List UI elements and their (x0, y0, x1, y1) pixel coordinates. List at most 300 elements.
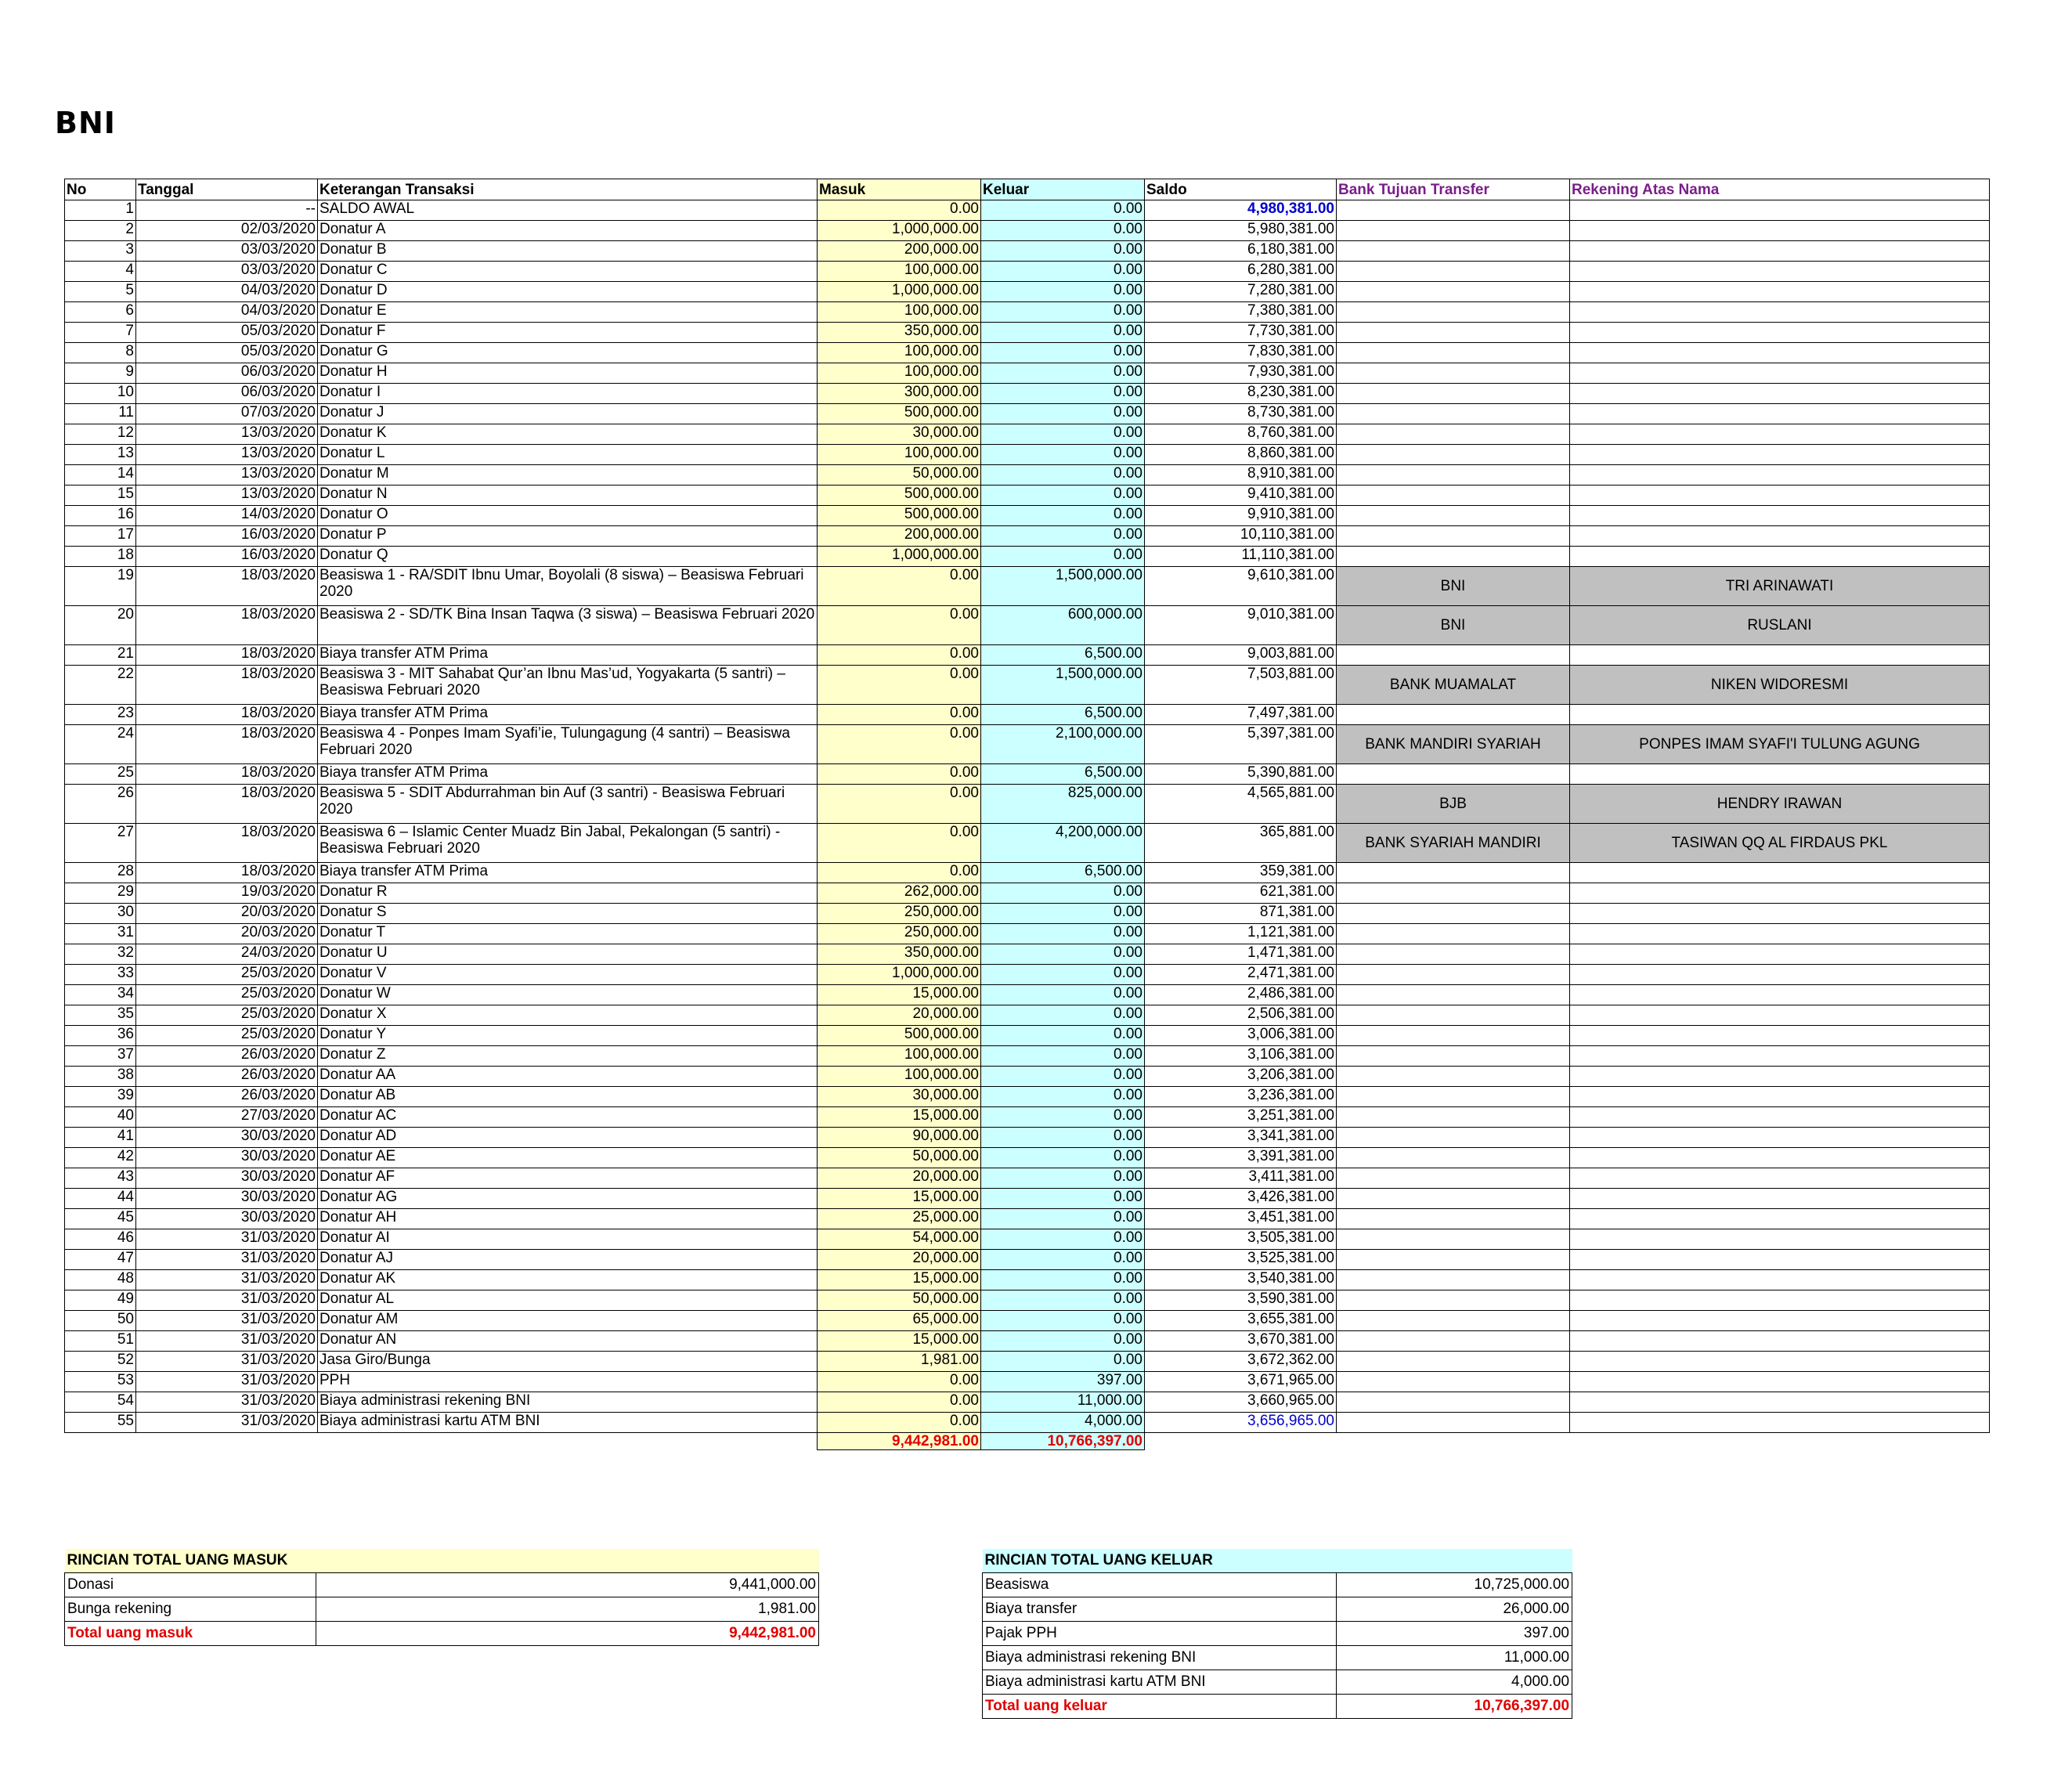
cell-keterangan: Donatur O (318, 506, 818, 526)
cell-masuk: 30,000.00 (818, 424, 981, 445)
cell-no: 33 (65, 965, 136, 985)
cell-masuk: 90,000.00 (818, 1128, 981, 1148)
table-row (65, 1331, 1990, 1352)
ledger-body (65, 200, 1990, 1433)
summary-value: 4,000.00 (1337, 1670, 1572, 1695)
cell-tanggal: 05/03/2020 (136, 323, 318, 343)
cell-no: 26 (65, 785, 136, 824)
summary-label: Pajak PPH (983, 1622, 1337, 1646)
table-row (65, 262, 1990, 282)
cell-masuk: 100,000.00 (818, 262, 981, 282)
cell-masuk: 20,000.00 (818, 1005, 981, 1026)
table-row (65, 302, 1990, 323)
cell-bank-tujuan (1337, 241, 1570, 262)
cell-tanggal: 31/03/2020 (136, 1250, 318, 1270)
cell-keluar: 0.00 (981, 262, 1145, 282)
cell-saldo: 359,381.00 (1145, 863, 1337, 883)
cell-keluar: 0.00 (981, 486, 1145, 506)
cell-saldo: 11,110,381.00 (1145, 547, 1337, 567)
cell-bank-tujuan (1337, 262, 1570, 282)
cell-tanggal: 13/03/2020 (136, 465, 318, 486)
cell-saldo: 3,670,381.00 (1145, 1331, 1337, 1352)
cell-saldo: 3,236,381.00 (1145, 1087, 1337, 1107)
cell-tanggal: 25/03/2020 (136, 1026, 318, 1046)
cell-keterangan: Donatur AL (318, 1290, 818, 1311)
table-row (65, 1128, 1990, 1148)
cell-bank-tujuan (1337, 1229, 1570, 1250)
cell-rekening-atas-nama: HENDRY IRAWAN (1570, 785, 1990, 824)
header-rekening-atas-nama: Rekening Atas Nama (1570, 179, 1990, 200)
cell-no: 3 (65, 241, 136, 262)
table-row (65, 1067, 1990, 1087)
cell-keluar: 0.00 (981, 241, 1145, 262)
cell-tanggal: -- (136, 200, 318, 221)
cell-keluar: 6,500.00 (981, 705, 1145, 725)
cell-rekening-atas-nama (1570, 1372, 1990, 1392)
cell-bank-tujuan (1337, 764, 1570, 785)
cell-no: 48 (65, 1270, 136, 1290)
header-no: No (65, 179, 136, 200)
cell-no: 51 (65, 1331, 136, 1352)
header-keluar: Keluar (981, 179, 1145, 200)
cell-bank-tujuan: BANK MANDIRI SYARIAH (1337, 725, 1570, 764)
cell-tanggal: 26/03/2020 (136, 1046, 318, 1067)
table-row (65, 883, 1990, 904)
cell-keterangan: Jasa Giro/Bunga (318, 1352, 818, 1372)
cell-bank-tujuan (1337, 465, 1570, 486)
cell-rekening-atas-nama (1570, 944, 1990, 965)
cell-tanggal: 31/03/2020 (136, 1270, 318, 1290)
cell-rekening-atas-nama (1570, 1352, 1990, 1372)
cell-tanggal: 18/03/2020 (136, 645, 318, 666)
table-row (65, 904, 1990, 924)
summary-value: 11,000.00 (1337, 1646, 1572, 1670)
cell-keluar: 0.00 (981, 363, 1145, 384)
cell-no: 45 (65, 1209, 136, 1229)
cell-keluar: 0.00 (981, 465, 1145, 486)
table-row (65, 1005, 1990, 1026)
header-keterangan: Keterangan Transaksi (318, 179, 818, 200)
table-row (65, 1168, 1990, 1189)
cell-keterangan: Donatur A (318, 221, 818, 241)
cell-masuk: 300,000.00 (818, 384, 981, 404)
summary-row (983, 1597, 1572, 1622)
cell-keterangan: Donatur Y (318, 1026, 818, 1046)
cell-rekening-atas-nama (1570, 1067, 1990, 1087)
cell-tanggal: 31/03/2020 (136, 1413, 318, 1433)
cell-no: 39 (65, 1087, 136, 1107)
cell-keterangan: Donatur J (318, 404, 818, 424)
cell-keluar: 0.00 (981, 883, 1145, 904)
cell-masuk: 54,000.00 (818, 1229, 981, 1250)
cell-keluar: 825,000.00 (981, 785, 1145, 824)
cell-saldo: 9,010,381.00 (1145, 606, 1337, 645)
cell-saldo: 3,006,381.00 (1145, 1026, 1337, 1046)
cell-bank-tujuan (1337, 705, 1570, 725)
cell-bank-tujuan (1337, 1392, 1570, 1413)
table-row (65, 1372, 1990, 1392)
cell-no: 9 (65, 363, 136, 384)
cell-no: 54 (65, 1392, 136, 1413)
summary-total-label: Total uang keluar (983, 1695, 1337, 1719)
cell-rekening-atas-nama (1570, 445, 1990, 465)
cell-masuk: 0.00 (818, 1392, 981, 1413)
cell-tanggal: 16/03/2020 (136, 526, 318, 547)
table-row (65, 705, 1990, 725)
summary-label: Bunga rekening (65, 1597, 316, 1622)
cell-no: 50 (65, 1311, 136, 1331)
cell-tanggal: 18/03/2020 (136, 705, 318, 725)
cell-masuk: 50,000.00 (818, 1290, 981, 1311)
cell-keluar: 11,000.00 (981, 1392, 1145, 1413)
header-masuk: Masuk (818, 179, 981, 200)
cell-masuk: 100,000.00 (818, 363, 981, 384)
cell-saldo: 4,980,381.00 (1145, 200, 1337, 221)
cell-tanggal: 18/03/2020 (136, 824, 318, 863)
cell-bank-tujuan (1337, 1209, 1570, 1229)
cell-bank-tujuan (1337, 645, 1570, 666)
cell-masuk: 30,000.00 (818, 1087, 981, 1107)
cell-tanggal: 24/03/2020 (136, 944, 318, 965)
cell-keluar: 397.00 (981, 1372, 1145, 1392)
cell-no: 11 (65, 404, 136, 424)
cell-bank-tujuan (1337, 404, 1570, 424)
cell-bank-tujuan (1337, 424, 1570, 445)
cell-saldo: 3,391,381.00 (1145, 1148, 1337, 1168)
cell-masuk: 1,000,000.00 (818, 965, 981, 985)
cell-masuk: 0.00 (818, 567, 981, 606)
cell-rekening-atas-nama (1570, 1128, 1990, 1148)
cell-tanggal: 18/03/2020 (136, 725, 318, 764)
cell-keterangan: Donatur B (318, 241, 818, 262)
cell-saldo: 2,471,381.00 (1145, 965, 1337, 985)
total-masuk: 9,442,981.00 (818, 1433, 981, 1450)
cell-keterangan: Donatur AD (318, 1128, 818, 1148)
cell-keluar: 0.00 (981, 1026, 1145, 1046)
cell-tanggal: 31/03/2020 (136, 1352, 318, 1372)
cell-bank-tujuan (1337, 506, 1570, 526)
cell-tanggal: 06/03/2020 (136, 384, 318, 404)
cell-keterangan: Donatur AG (318, 1189, 818, 1209)
cell-tanggal: 30/03/2020 (136, 1209, 318, 1229)
cell-bank-tujuan (1337, 526, 1570, 547)
table-row (65, 1209, 1990, 1229)
cell-masuk: 200,000.00 (818, 241, 981, 262)
summary-value: 1,981.00 (316, 1597, 819, 1622)
cell-keluar: 0.00 (981, 1005, 1145, 1026)
cell-no: 29 (65, 883, 136, 904)
cell-rekening-atas-nama (1570, 965, 1990, 985)
cell-rekening-atas-nama (1570, 424, 1990, 445)
table-row (65, 526, 1990, 547)
cell-keluar: 4,000.00 (981, 1413, 1145, 1433)
table-row (65, 282, 1990, 302)
cell-keterangan: Donatur AE (318, 1148, 818, 1168)
cell-tanggal: 02/03/2020 (136, 221, 318, 241)
cell-rekening-atas-nama (1570, 1392, 1990, 1413)
cell-keterangan: Donatur F (318, 323, 818, 343)
summary-row (983, 1622, 1572, 1646)
cell-tanggal: 20/03/2020 (136, 904, 318, 924)
cell-no: 25 (65, 764, 136, 785)
cell-masuk: 0.00 (818, 1413, 981, 1433)
cell-tanggal: 30/03/2020 (136, 1168, 318, 1189)
cell-saldo: 10,110,381.00 (1145, 526, 1337, 547)
table-row (65, 1392, 1990, 1413)
cell-masuk: 0.00 (818, 764, 981, 785)
cell-keluar: 0.00 (981, 1107, 1145, 1128)
table-row (65, 1290, 1990, 1311)
cell-keterangan: Donatur R (318, 883, 818, 904)
cell-saldo: 7,497,381.00 (1145, 705, 1337, 725)
cell-tanggal: 18/03/2020 (136, 785, 318, 824)
cell-keterangan: Donatur AC (318, 1107, 818, 1128)
cell-saldo: 8,230,381.00 (1145, 384, 1337, 404)
cell-saldo: 3,655,381.00 (1145, 1311, 1337, 1331)
cell-keterangan: PPH (318, 1372, 818, 1392)
cell-keluar: 0.00 (981, 445, 1145, 465)
cell-no: 8 (65, 343, 136, 363)
cell-masuk: 0.00 (818, 200, 981, 221)
cell-keterangan: Donatur X (318, 1005, 818, 1026)
cell-keterangan: Donatur C (318, 262, 818, 282)
cell-saldo: 8,730,381.00 (1145, 404, 1337, 424)
cell-rekening-atas-nama (1570, 1311, 1990, 1331)
cell-keterangan: Biaya transfer ATM Prima (318, 764, 818, 785)
table-row (65, 965, 1990, 985)
cell-masuk: 1,000,000.00 (818, 547, 981, 567)
cell-rekening-atas-nama (1570, 1331, 1990, 1352)
table-row (65, 424, 1990, 445)
cell-keluar: 0.00 (981, 1311, 1145, 1331)
cell-bank-tujuan: BANK SYARIAH MANDIRI (1337, 824, 1570, 863)
cell-saldo: 3,106,381.00 (1145, 1046, 1337, 1067)
cell-tanggal: 31/03/2020 (136, 1311, 318, 1331)
cell-keluar: 6,500.00 (981, 863, 1145, 883)
cell-tanggal: 31/03/2020 (136, 1290, 318, 1311)
cell-masuk: 15,000.00 (818, 985, 981, 1005)
cell-keluar: 0.00 (981, 1331, 1145, 1352)
cell-bank-tujuan (1337, 1250, 1570, 1270)
cell-bank-tujuan (1337, 944, 1570, 965)
cell-bank-tujuan (1337, 1087, 1570, 1107)
cell-bank-tujuan (1337, 323, 1570, 343)
cell-no: 31 (65, 924, 136, 944)
cell-keterangan: Donatur N (318, 486, 818, 506)
cell-no: 44 (65, 1189, 136, 1209)
cell-rekening-atas-nama (1570, 465, 1990, 486)
summary-label: Biaya administrasi rekening BNI (983, 1646, 1337, 1670)
cell-bank-tujuan (1337, 1026, 1570, 1046)
cell-no: 27 (65, 824, 136, 863)
cell-keterangan: Biaya administrasi kartu ATM BNI (318, 1413, 818, 1433)
cell-keterangan: Donatur M (318, 465, 818, 486)
cell-rekening-atas-nama: RUSLANI (1570, 606, 1990, 645)
cell-keluar: 0.00 (981, 985, 1145, 1005)
cell-no: 21 (65, 645, 136, 666)
cell-keluar: 0.00 (981, 323, 1145, 343)
cell-masuk: 500,000.00 (818, 506, 981, 526)
cell-tanggal: 27/03/2020 (136, 1107, 318, 1128)
cell-saldo: 1,121,381.00 (1145, 924, 1337, 944)
cell-masuk: 1,000,000.00 (818, 282, 981, 302)
cell-keterangan: Biaya transfer ATM Prima (318, 863, 818, 883)
cell-tanggal: 05/03/2020 (136, 343, 318, 363)
cell-keterangan: Donatur W (318, 985, 818, 1005)
cell-rekening-atas-nama (1570, 883, 1990, 904)
cell-keluar: 0.00 (981, 924, 1145, 944)
cell-masuk: 0.00 (818, 606, 981, 645)
cell-bank-tujuan: BANK MUAMALAT (1337, 666, 1570, 705)
summary-value: 397.00 (1337, 1622, 1572, 1646)
cell-keluar: 0.00 (981, 384, 1145, 404)
cell-masuk: 100,000.00 (818, 1046, 981, 1067)
cell-keterangan: Beasiswa 3 - MIT Sahabat Qur’an Ibnu Mas’ud, Yogyakarta (5 santri) – Beasiswa Februari 2020 (318, 666, 818, 705)
cell-rekening-atas-nama (1570, 1189, 1990, 1209)
cell-rekening-atas-nama (1570, 645, 1990, 666)
cell-keluar: 0.00 (981, 1352, 1145, 1372)
summary-value: 10,725,000.00 (1337, 1573, 1572, 1597)
header-saldo: Saldo (1145, 179, 1337, 200)
cell-no: 17 (65, 526, 136, 547)
cell-no: 34 (65, 985, 136, 1005)
cell-masuk: 15,000.00 (818, 1270, 981, 1290)
cell-saldo: 6,280,381.00 (1145, 262, 1337, 282)
cell-rekening-atas-nama (1570, 1087, 1990, 1107)
table-row (65, 725, 1990, 764)
cell-keterangan: Donatur P (318, 526, 818, 547)
cell-saldo: 3,671,965.00 (1145, 1372, 1337, 1392)
cell-saldo: 3,451,381.00 (1145, 1209, 1337, 1229)
cell-keluar: 0.00 (981, 200, 1145, 221)
summary-out-title: RINCIAN TOTAL UANG KELUAR (983, 1549, 1572, 1573)
table-row (65, 824, 1990, 863)
cell-keterangan: Donatur AA (318, 1067, 818, 1087)
cell-bank-tujuan (1337, 1046, 1570, 1067)
cell-rekening-atas-nama (1570, 343, 1990, 363)
cell-saldo: 9,410,381.00 (1145, 486, 1337, 506)
cell-no: 14 (65, 465, 136, 486)
cell-no: 22 (65, 666, 136, 705)
cell-no: 5 (65, 282, 136, 302)
cell-keluar: 0.00 (981, 1148, 1145, 1168)
cell-bank-tujuan (1337, 221, 1570, 241)
cell-keterangan: Donatur V (318, 965, 818, 985)
cell-saldo: 2,506,381.00 (1145, 1005, 1337, 1026)
cell-keluar: 0.00 (981, 526, 1145, 547)
cell-keterangan: Biaya transfer ATM Prima (318, 705, 818, 725)
cell-keluar: 0.00 (981, 404, 1145, 424)
cell-rekening-atas-nama (1570, 1168, 1990, 1189)
cell-rekening-atas-nama (1570, 904, 1990, 924)
cell-bank-tujuan (1337, 1107, 1570, 1128)
cell-rekening-atas-nama (1570, 526, 1990, 547)
cell-keterangan: Donatur AN (318, 1331, 818, 1352)
cell-no: 40 (65, 1107, 136, 1128)
cell-no: 15 (65, 486, 136, 506)
cell-bank-tujuan (1337, 1067, 1570, 1087)
cell-rekening-atas-nama (1570, 1270, 1990, 1290)
cell-no: 38 (65, 1067, 136, 1087)
cell-saldo: 8,910,381.00 (1145, 465, 1337, 486)
cell-rekening-atas-nama (1570, 262, 1990, 282)
cell-keterangan: Beasiswa 1 - RA/SDIT Ibnu Umar, Boyolali (8 siswa) – Beasiswa Februari 2020 (318, 567, 818, 606)
summary-total-row (983, 1695, 1572, 1719)
cell-saldo: 3,525,381.00 (1145, 1250, 1337, 1270)
summary-label: Beasiswa (983, 1573, 1337, 1597)
cell-keterangan: Donatur AI (318, 1229, 818, 1250)
cell-keluar: 0.00 (981, 1087, 1145, 1107)
cell-keluar: 4,200,000.00 (981, 824, 1145, 863)
cell-tanggal: 26/03/2020 (136, 1087, 318, 1107)
cell-no: 37 (65, 1046, 136, 1067)
cell-rekening-atas-nama (1570, 363, 1990, 384)
cell-keterangan: Donatur S (318, 904, 818, 924)
cell-keluar: 0.00 (981, 1168, 1145, 1189)
summary-row (983, 1670, 1572, 1695)
cell-masuk: 100,000.00 (818, 445, 981, 465)
cell-bank-tujuan (1337, 1168, 1570, 1189)
table-row (65, 944, 1990, 965)
table-row (65, 404, 1990, 424)
cell-tanggal: 14/03/2020 (136, 506, 318, 526)
cell-no: 35 (65, 1005, 136, 1026)
cell-no: 13 (65, 445, 136, 465)
cell-keterangan: Donatur AF (318, 1168, 818, 1189)
cell-keluar: 600,000.00 (981, 606, 1145, 645)
cell-keluar: 6,500.00 (981, 645, 1145, 666)
cell-tanggal: 18/03/2020 (136, 567, 318, 606)
summary-label: Donasi (65, 1573, 316, 1597)
table-row (65, 465, 1990, 486)
cell-saldo: 7,730,381.00 (1145, 323, 1337, 343)
cell-keterangan: Donatur G (318, 343, 818, 363)
cell-masuk: 25,000.00 (818, 1209, 981, 1229)
cell-saldo: 871,381.00 (1145, 904, 1337, 924)
cell-saldo: 3,206,381.00 (1145, 1067, 1337, 1087)
cell-keterangan: Beasiswa 4 - Ponpes Imam Syafi’ie, Tulungagung (4 santri) – Beasiswa Februari 2020 (318, 725, 818, 764)
cell-masuk: 0.00 (818, 863, 981, 883)
cell-bank-tujuan (1337, 1372, 1570, 1392)
cell-tanggal: 25/03/2020 (136, 965, 318, 985)
cell-no: 10 (65, 384, 136, 404)
summary-uang-keluar (982, 1549, 1572, 1719)
cell-rekening-atas-nama (1570, 547, 1990, 567)
cell-saldo: 3,251,381.00 (1145, 1107, 1337, 1128)
cell-bank-tujuan (1337, 547, 1570, 567)
summary-total-value: 10,766,397.00 (1337, 1695, 1572, 1719)
cell-rekening-atas-nama (1570, 1229, 1990, 1250)
cell-bank-tujuan (1337, 965, 1570, 985)
cell-saldo: 9,610,381.00 (1145, 567, 1337, 606)
cell-bank-tujuan (1337, 1189, 1570, 1209)
cell-masuk: 20,000.00 (818, 1168, 981, 1189)
cell-saldo: 5,980,381.00 (1145, 221, 1337, 241)
cell-saldo: 3,505,381.00 (1145, 1229, 1337, 1250)
cell-rekening-atas-nama (1570, 506, 1990, 526)
cell-masuk: 0.00 (818, 705, 981, 725)
cell-masuk: 500,000.00 (818, 486, 981, 506)
cell-masuk: 20,000.00 (818, 1250, 981, 1270)
table-row (65, 645, 1990, 666)
cell-saldo: 4,565,881.00 (1145, 785, 1337, 824)
cell-masuk: 500,000.00 (818, 1026, 981, 1046)
cell-keterangan: Donatur D (318, 282, 818, 302)
cell-bank-tujuan (1337, 883, 1570, 904)
cell-keterangan: Donatur E (318, 302, 818, 323)
cell-bank-tujuan (1337, 1352, 1570, 1372)
cell-keluar: 0.00 (981, 302, 1145, 323)
